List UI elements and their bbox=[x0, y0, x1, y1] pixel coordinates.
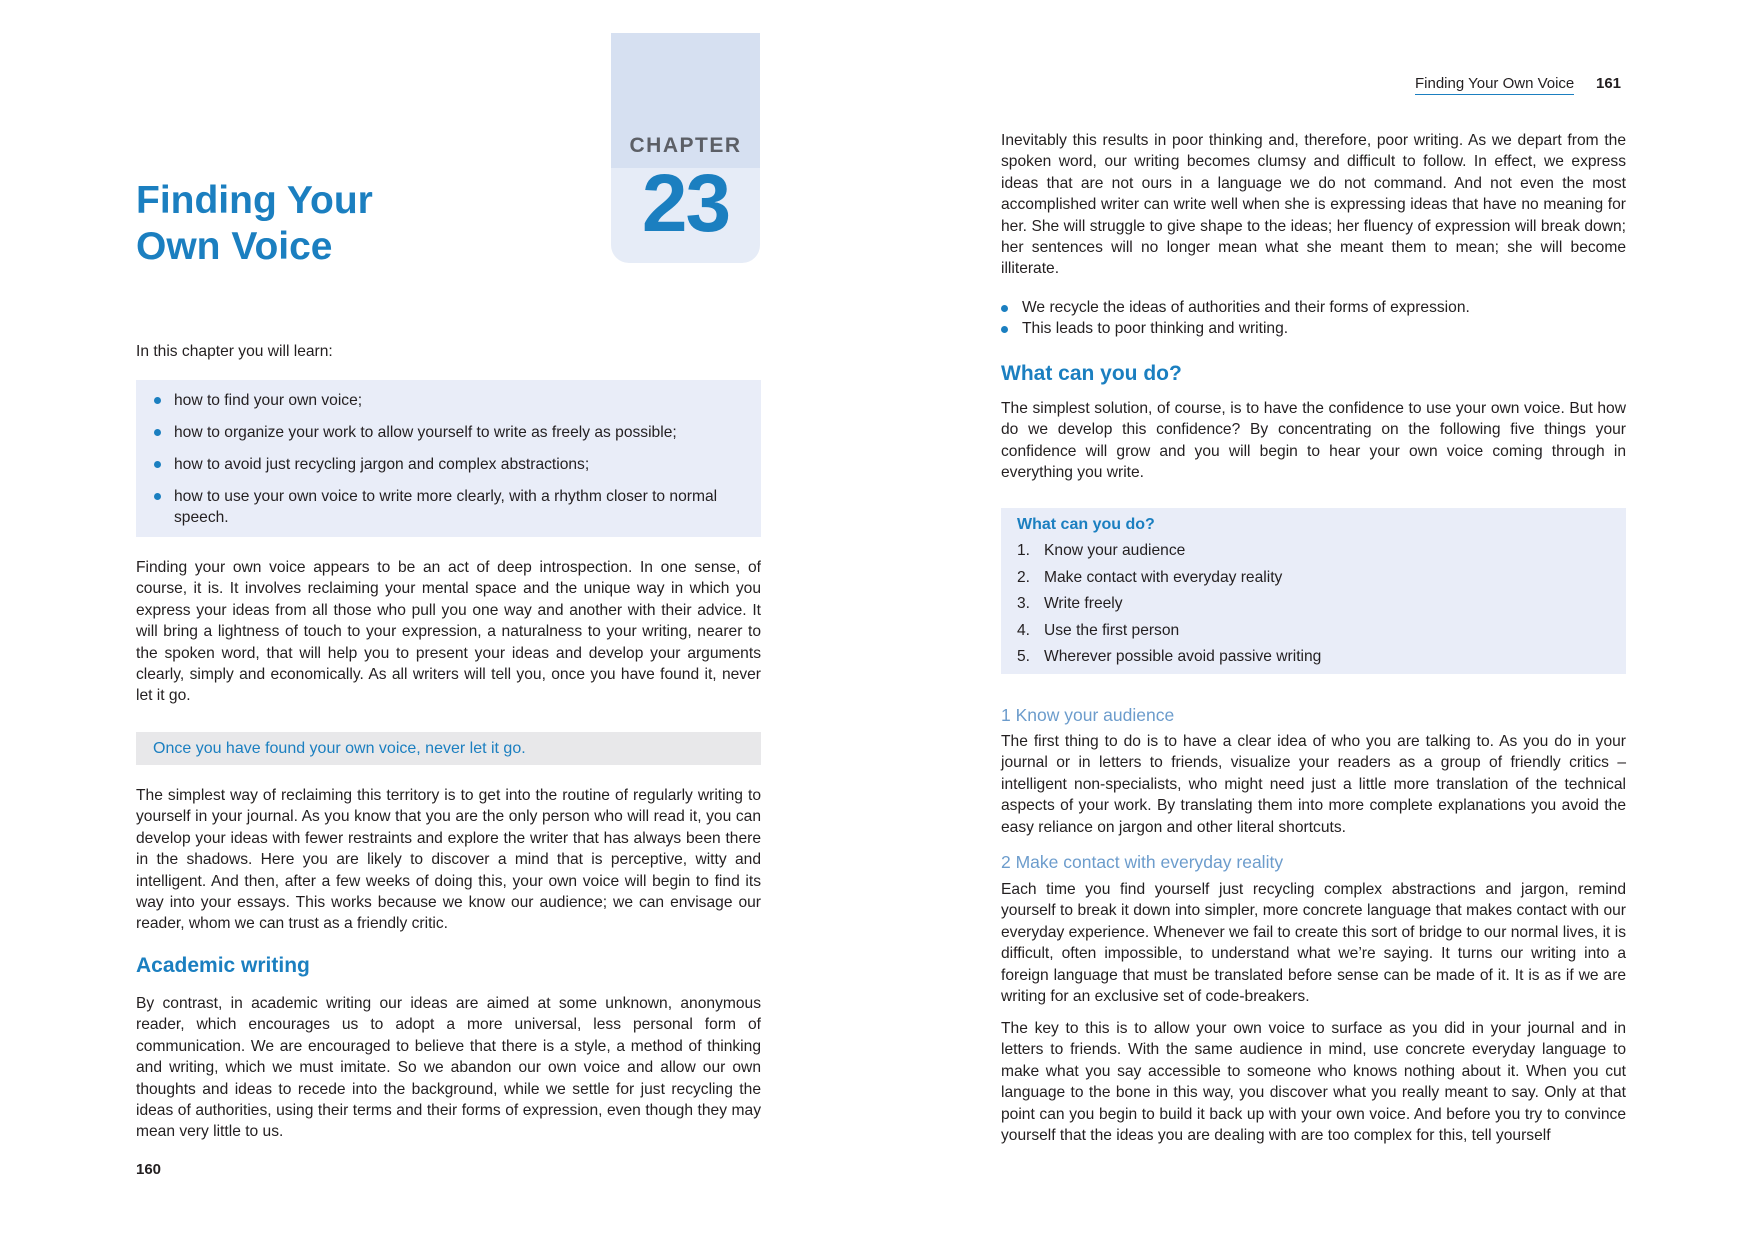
bullet-icon bbox=[1001, 326, 1008, 333]
body-paragraph: The key to this is to allow your own voice to surface as you did in your journal and in letters to friends. With the same audience in mind, use concrete everyday language to make what you say accessible to someone who knows nothing about it. When you cut language to the bone in this way, you discover what you really meant to say. Only at that point can you begin to build it back up with your own voice. And before you try to convince yourself that the ideas you are dealing with are too complex for this, tell yourself bbox=[1001, 1020, 1626, 1145]
list-item-text: Use the first person bbox=[1044, 621, 1180, 639]
body-paragraph: Finding your own voice appears to be an act of deep introspection. In one sense, of course, it is. It involves reclaiming your mental space and the unique way in which you express your ideas from all those who pull you one way and another with their advice. It will bring a lightness of touch to your expression, a naturalness to your writing, nearer to the spoken word, that will help you to present your ideas and develop your arguments clearly, simply and economically. As all writers will tell you, once you have found it, never let it go. bbox=[136, 559, 761, 705]
list-item bbox=[1001, 318, 1626, 339]
list-item-text: how to organize your work to allow yourself to write as freely as possible; bbox=[174, 423, 677, 441]
list-item bbox=[1017, 567, 1610, 589]
list-item bbox=[154, 454, 743, 475]
list-item bbox=[1017, 593, 1610, 615]
list-item-text: Make contact with everyday reality bbox=[1044, 568, 1283, 586]
chapter-label: CHAPTER bbox=[629, 134, 742, 157]
summary-bullet-list bbox=[1001, 297, 1626, 340]
list-item-text: Know your audience bbox=[1044, 542, 1186, 559]
body-paragraph: By contrast, in academic writing our ideas are aimed at some unknown, anonymous reader, which encourages us to adopt a more universal, less personal form of communication. We are encouraged to believe that there is a style, a method of thinking and writing, which we must imitate. So we abandon our own voice and allow our own thoughts and ideas to recede into the background, while we settle for just recycling the ideas of authorities, using their terms and their forms of expression, even though they may mean very little to us. bbox=[136, 995, 761, 1141]
list-number: 1. bbox=[1017, 542, 1031, 559]
list-item-text: This leads to poor thinking and writing. bbox=[1022, 320, 1289, 338]
what-can-you-do-box bbox=[1001, 508, 1626, 674]
list-number: 3. bbox=[1017, 595, 1031, 612]
list-item bbox=[154, 486, 743, 529]
list-number: 4. bbox=[1017, 621, 1031, 639]
learn-intro: In this chapter you will learn: bbox=[136, 343, 333, 360]
pull-quote: Once you have found your own voice, never let it go. bbox=[136, 732, 761, 765]
running-head: Finding Your Own Voice bbox=[1415, 75, 1574, 95]
subsection-heading: 1 Know your audience bbox=[1001, 705, 1175, 725]
list-item-text: how to use your own voice to write more clearly, with a rhythm closer to normal speech. bbox=[174, 487, 718, 527]
section-heading: Academic writing bbox=[136, 954, 310, 977]
list-item-text: how to find your own voice; bbox=[174, 392, 363, 409]
chapter-title-line: Own Voice bbox=[136, 225, 333, 268]
list-number: 2. bbox=[1017, 568, 1031, 586]
learning-objectives-box bbox=[136, 380, 761, 537]
box-title: What can you do? bbox=[1017, 516, 1155, 533]
bullet-icon bbox=[1001, 305, 1008, 312]
list-item bbox=[154, 422, 743, 443]
list-item bbox=[154, 390, 743, 411]
chapter-title-line: Finding Your bbox=[136, 179, 373, 222]
bullet-icon bbox=[154, 493, 161, 500]
list-item bbox=[1001, 297, 1626, 318]
list-item bbox=[1017, 620, 1610, 642]
list-item-text: Write freely bbox=[1044, 595, 1123, 612]
bullet-icon bbox=[154, 397, 161, 404]
list-item bbox=[1017, 646, 1610, 668]
list-item bbox=[1017, 540, 1610, 562]
list-number: 5. bbox=[1017, 648, 1031, 665]
body-paragraph: The simplest solution, of course, is to have the confidence to use your own voice. But how do we develop this confidence? By concentrating on the following five things your confidence will grow and you will begin to hear your own voice coming through in everything you write. bbox=[1001, 400, 1626, 482]
page-number-left: 160 bbox=[136, 1161, 162, 1178]
body-paragraph: Each time you find yourself just recycling complex abstractions and jargon, remind yourself to break it down into simpler, more concrete language that makes contact with our everyday experience. Whenever we fail to create this sort of bridge to our normal lives, it is difficult, often impossible, to understand what we’re saying. It turns our writing into a foreign language that must be translated before sense can be made of it. It is as if we are writing for an exclusive set of code-breakers. bbox=[1001, 881, 1626, 1006]
numbered-list bbox=[1017, 540, 1610, 668]
bullet-icon bbox=[154, 461, 161, 468]
subsection-heading: 2 Make contact with everyday reality bbox=[1001, 852, 1284, 872]
list-item-text: We recycle the ideas of authorities and their forms of expression. bbox=[1022, 299, 1470, 316]
chapter-number: 23 bbox=[641, 158, 730, 249]
chapter-tab bbox=[611, 33, 760, 263]
learning-objectives-list bbox=[154, 390, 743, 529]
section-heading: What can you do? bbox=[1001, 362, 1182, 385]
body-paragraph: The first thing to do is to have a clear idea of who you are talking to. As you do in your journal or in letters to friends, visualize your readers as a group of friendly critics – intelligent non-specialists, who might need just a little more translation of the technical aspects of your work. By translating them into more complete explanations you avoid the easy reliance on jargon and other literal shortcuts. bbox=[1001, 733, 1626, 836]
body-paragraph: The simplest way of reclaiming this territory is to get into the routine of regularly writing to yourself in your journal. As you know that you are the only person who will read it, you can develop your ideas with fewer restraints and explore the writer that has always been there in the shadows. Here you are likely to discover a mind that is perceptive, witty and intelligent. And then, after a few weeks of doing this, your own voice will begin to find its way into your essays. This works because we know our audience; we can envisage our reader, whom we can trust as a friendly critic. bbox=[136, 787, 761, 933]
list-item-text: how to avoid just recycling jargon and complex abstractions; bbox=[174, 455, 590, 473]
body-paragraph: Inevitably this results in poor thinking and, therefore, poor writing. As we depart from the spoken word, our writing becomes clumsy and difficult to follow. In effect, we express ideas that are not ours in a language we do not command. And not even the most accomplished writer can write well when she is expressing ideas that have no meaning for her. She will struggle to give shape to the ideas; her fluency of expression will break down; her sentences will no longer mean what she meant them to mean; she will become illiterate. bbox=[1001, 132, 1626, 278]
page-number-right: 161 bbox=[1596, 75, 1622, 92]
bullet-icon bbox=[154, 429, 161, 436]
chapter-title bbox=[136, 178, 496, 270]
list-item-text: Wherever possible avoid passive writing bbox=[1044, 648, 1322, 665]
